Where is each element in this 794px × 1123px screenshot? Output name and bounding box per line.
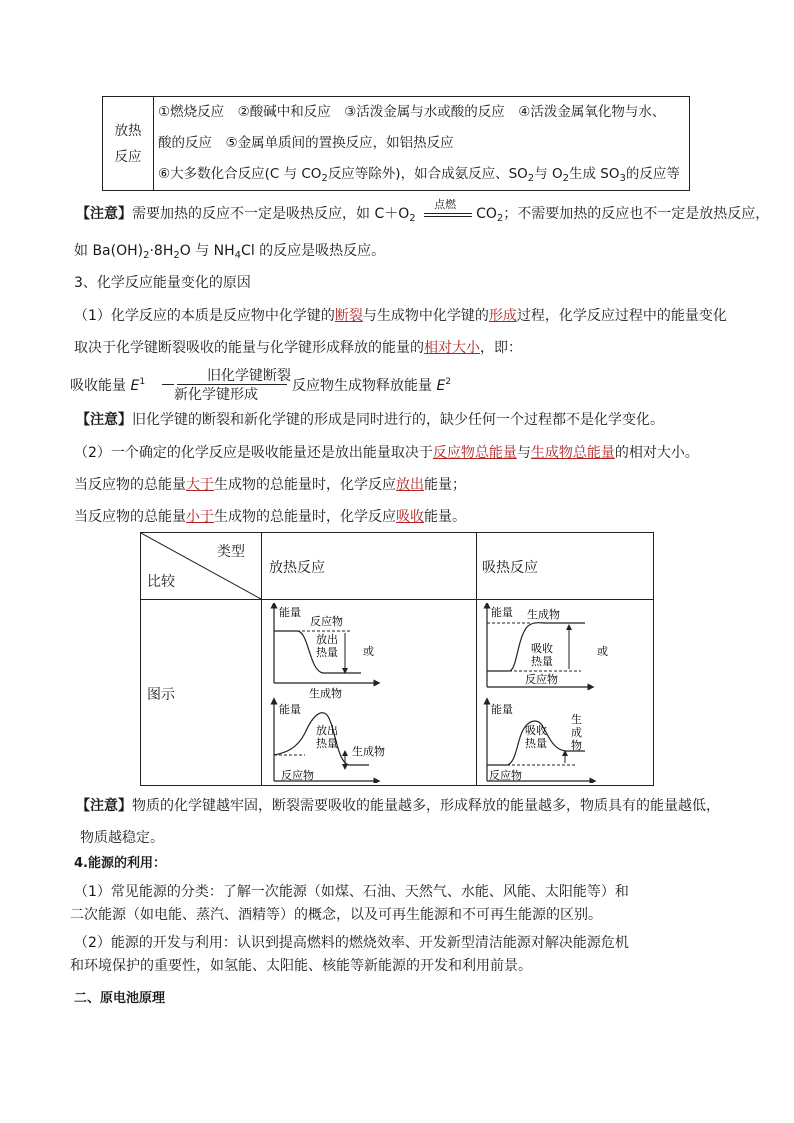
section-4-p4: 和环境保护的重要性，如氢能、太阳能、核能等新能源的开发和利用前景。 <box>70 958 532 974</box>
exo1-release-2: 热量 <box>316 646 338 659</box>
exo1-energy-label: 能量 <box>279 606 301 619</box>
note-heating-line2: 如 $Ba(OH)_2\cdot 8H_2O$ 与 $NH_4Cl$ 的反应是吸热反应。 <box>74 243 386 261</box>
endo2-energy-label: 能量 <box>491 703 513 716</box>
note-heating: 【注意】需要加热的反应不一定是吸热反应，如 $C+O_2$ 点燃 $CO_2$；不需要加热的反应也不一定是放热反应， <box>76 198 770 224</box>
exo1-reactant: 反应物 <box>310 615 343 628</box>
endo1-energy-label: 能量 <box>491 606 513 619</box>
section-two-title: 二、原电池原理 <box>74 991 166 1006</box>
endo2-product-3: 物 <box>571 739 582 752</box>
exo-diagram-2 <box>274 701 385 782</box>
note-stability: 【注意】物质的化学键越牢固，断裂需要吸收的能量越多，形成释放的能量越多，物质具有的能量越低， <box>76 798 720 814</box>
corner-type: 类型 <box>217 544 245 560</box>
exothermic-head-text: 放热反应 <box>114 122 142 165</box>
exothermic-diagrams <box>265 603 475 783</box>
endo2-reactant: 反应物 <box>489 769 522 782</box>
exo2-energy-label: 能量 <box>279 703 301 716</box>
endo1-or: 或 <box>597 645 608 658</box>
endo2-product-1: 生 <box>571 713 582 726</box>
section-3-p2: 取决于化学键断裂吸收的能量与化学键形成释放的能量的相对大小，即： <box>74 340 522 356</box>
exo-diagram-1 <box>274 605 377 700</box>
exothermic-row-3: ⑥大多数化合反应(C 与 $CO_2$反应等除外)，如合成氨反应、$SO_2$与 $O_2$生成 $SO_3$的反应等 <box>154 159 690 191</box>
col-endothermic: 吸热反应 <box>482 560 538 576</box>
endo2-product-2: 成 <box>571 726 582 739</box>
exo1-or: 或 <box>363 645 374 658</box>
section-4-p2: 二次能源（如电能、蒸汽、酒精等）的概念，以及可再生能源和不可再生能源的区别。 <box>70 907 602 923</box>
section-3-p5: 当反应物的总能量小于生成物的总能量时，化学反应吸收能量。 <box>74 509 466 525</box>
section-3-title: 3、化学反应能量变化的原因 <box>74 275 251 291</box>
section-4-p3: （2）能源的开发与利用：认识到提高燃料的燃烧效率、开发新型清洁能源对解决能源危机 <box>74 935 629 951</box>
section-3-p1: （1）化学反应的本质是反应物中化学键的断裂与生成物中化学键的形成过程，化学反应过程中的能量变化 <box>74 308 727 324</box>
endo1-product: 生成物 <box>527 608 560 621</box>
endo1-reactant: 反应物 <box>525 673 558 686</box>
exothermic-row-2: 酸的反应 ⑤金属单质间的置换反应，如铝热反应 <box>154 128 690 159</box>
exothermic-table <box>102 96 690 191</box>
endo-diagram-1 <box>487 605 608 687</box>
section-4-title: 4.能源的利用： <box>74 856 166 871</box>
exo1-product: 生成物 <box>309 687 342 700</box>
endo2-absorb-2: 热量 <box>525 737 547 750</box>
endothermic-diagrams <box>481 603 653 783</box>
endo2-absorb-1: 吸收 <box>525 724 547 737</box>
exothermic-row-1: ①燃烧反应 ②酸碱中和反应 ③活泼金属与水或酸的反应 ④活泼金属氧化物与水、 <box>154 97 690 129</box>
note-bonds: 【注意】旧化学键的断裂和新化学键的形成是同时进行的，缺少任何一个过程都不是化学变化。 <box>76 412 664 428</box>
comparison-table <box>140 532 654 786</box>
exo2-reactant: 反应物 <box>281 769 314 782</box>
exo2-release-2: 热量 <box>316 737 338 750</box>
reaction-arrow: 点燃 <box>420 205 476 223</box>
endo1-absorb-2: 热量 <box>531 655 553 668</box>
energy-equation: 吸收能量 $E^1$ 旧化学键断裂 新化学键形成 反应物生成物释放能量 $E^2$ <box>70 368 452 403</box>
section-4-p1: （1）常见能源的分类：了解一次能源（如煤、石油、天然气、水能、风能、太阳能等）和 <box>74 884 629 900</box>
corner-compare: 比较 <box>147 574 175 590</box>
exo1-release-1: 放出 <box>316 633 338 646</box>
endo1-absorb-1: 吸收 <box>531 642 553 655</box>
note-stability-line2: 物质越稳定。 <box>80 830 164 846</box>
section-3-p4: 当反应物的总能量大于生成物的总能量时，化学反应放出能量； <box>74 477 466 493</box>
row-diagram: 图示 <box>147 687 175 703</box>
exo2-product: 生成物 <box>352 745 385 758</box>
endo-diagram-2 <box>487 701 593 782</box>
exo2-release-1: 放出 <box>316 724 338 737</box>
section-3-p3: （2）一个确定的化学反应是吸收能量还是放出能量取决于反应物总能量与生成物总能量的相对大小。 <box>74 445 699 461</box>
col-exothermic: 放热反应 <box>269 560 325 576</box>
exothermic-head <box>103 97 154 191</box>
